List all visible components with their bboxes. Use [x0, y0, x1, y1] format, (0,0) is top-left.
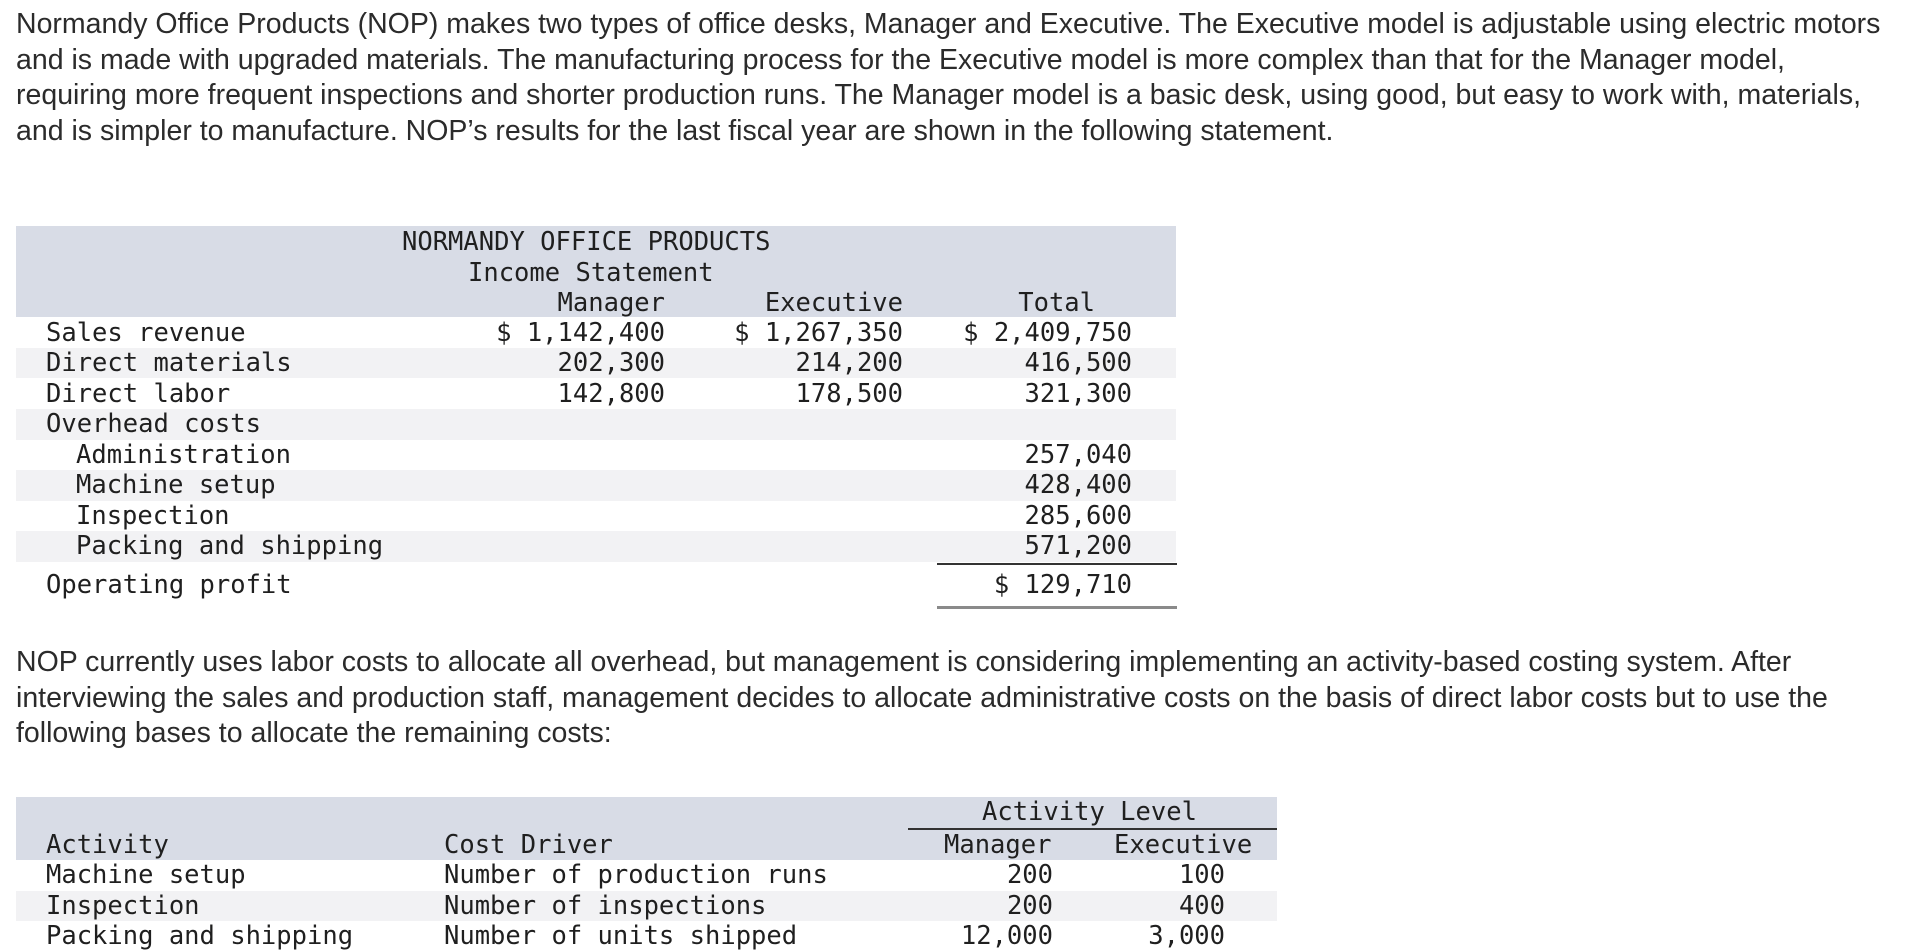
- manager-value: 202,300: [557, 348, 665, 378]
- column-header-cost-driver: Cost Driver: [444, 830, 613, 860]
- total-value: 285,600: [1024, 501, 1132, 531]
- executive-value: 214,200: [795, 348, 903, 378]
- total-value: $ 2,409,750: [963, 318, 1132, 348]
- subtotal-rule: [937, 563, 1177, 565]
- activity-name: Machine setup: [46, 860, 246, 890]
- row-label: Inspection: [76, 501, 230, 531]
- column-header-total: Total: [1018, 288, 1095, 318]
- total-value: 257,040: [1024, 440, 1132, 470]
- executive-level: 400: [1178, 891, 1225, 921]
- manager-level: 12,000: [960, 921, 1053, 951]
- activity-name: Packing and shipping: [46, 921, 354, 951]
- total-rule: [937, 606, 1177, 609]
- total-value: 321,300: [1024, 379, 1132, 409]
- row-overhead-costs-label: Overhead costs: [46, 409, 261, 439]
- executive-level: 100: [1178, 860, 1225, 890]
- row-label: Operating profit: [46, 570, 292, 600]
- allocation-paragraph: NOP currently uses labor costs to allocate all overhead, but management is considering implementing an activity-based costing system. After interviewing the sales and production staff, management decides to allocate administrative costs on the basis of direct labor costs but to use the following bases to allocate the remaining costs:: [16, 646, 1828, 749]
- manager-level: 200: [1006, 860, 1053, 890]
- column-header-manager: Manager: [944, 830, 1052, 860]
- column-header-executive: Executive: [764, 288, 903, 318]
- row-label: Packing and shipping: [76, 531, 384, 561]
- cost-driver: Number of production runs: [444, 860, 828, 890]
- cost-driver: Number of inspections: [444, 891, 767, 921]
- intro-paragraph: Normandy Office Products (NOP) makes two types of office desks, Manager and Executive. The Executive model is adjustable using electric motors and is made with upgraded materials. The manufacturing process for the Executive model is more complex than that for the Manager model, requiring more frequent inspections and shorter production runs. The Manager model is a basic desk, using good, but easy to work with, materials, and is simpler to manufacture. NOP’s results for the last fiscal year are shown in the following statement.: [16, 8, 1881, 147]
- row-label: Administration: [76, 440, 291, 470]
- manager-level: 200: [1006, 891, 1053, 921]
- statement-title: Income Statement: [468, 258, 714, 288]
- total-value: 428,400: [1024, 470, 1132, 500]
- column-header-manager: Manager: [557, 288, 665, 318]
- cost-driver: Number of units shipped: [444, 921, 798, 951]
- company-name: NORMANDY OFFICE PRODUCTS: [402, 227, 771, 257]
- executive-value: $ 1,267,350: [734, 318, 903, 348]
- total-value: 416,500: [1024, 348, 1132, 378]
- manager-value: $ 1,142,400: [496, 318, 665, 348]
- row-label: Machine setup: [76, 470, 276, 500]
- total-value: 571,200: [1024, 531, 1132, 561]
- total-value: $ 129,710: [993, 570, 1132, 600]
- column-header-activity: Activity: [46, 830, 169, 860]
- activity-name: Inspection: [46, 891, 200, 921]
- column-header-executive: Executive: [1114, 830, 1253, 860]
- executive-level: 3,000: [1148, 921, 1225, 951]
- executive-value: 178,500: [795, 379, 903, 409]
- row-label: Direct labor: [46, 379, 231, 409]
- activity-level-header: Activity Level: [982, 797, 1197, 827]
- row-label: Sales revenue: [46, 318, 246, 348]
- row-label: Direct materials: [46, 348, 292, 378]
- manager-value: 142,800: [557, 379, 665, 409]
